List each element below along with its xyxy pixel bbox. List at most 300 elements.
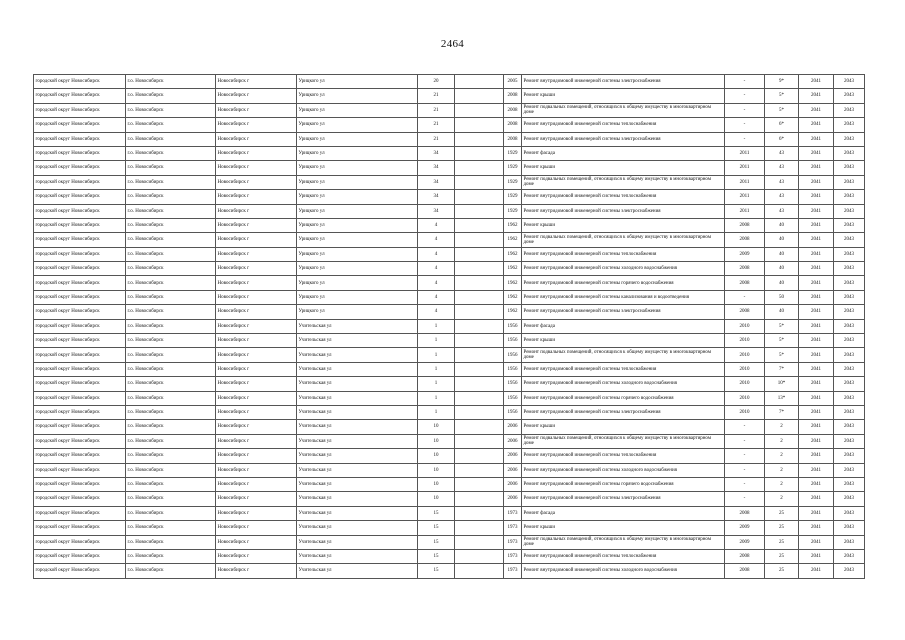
build-year-cell: 1929	[504, 146, 522, 160]
house-number-cell: 21	[418, 89, 455, 103]
district-cell: г.о. Новосибирск	[126, 146, 216, 160]
plan-start-cell: 2041	[799, 492, 834, 506]
district-cell: г.о. Новосибирск	[126, 449, 216, 463]
wear-cell: 5*	[765, 89, 799, 103]
table-row	[34, 305, 865, 319]
work-type-cell: Ремонт фасада	[522, 146, 725, 160]
build-year-cell: 2006	[504, 434, 522, 448]
plan-end-cell: 2043	[834, 89, 865, 103]
settlement-cell: Новосибирск г	[216, 377, 297, 391]
last-repair-year-cell: 2008	[725, 262, 765, 276]
plan-start-cell: 2041	[799, 434, 834, 448]
plan-start-cell: 2041	[799, 449, 834, 463]
build-year-cell: 2006	[504, 420, 522, 434]
plan-start-cell: 2041	[799, 305, 834, 319]
district-cell: г.о. Новосибирск	[126, 334, 216, 348]
work-type-cell: Ремонт внутридомовой инженерной системы электроснабжения	[522, 75, 725, 89]
municipality-cell: городской округ Новосибирск	[34, 103, 126, 117]
house-number-cell: 10	[418, 449, 455, 463]
settlement-cell: Новосибирск г	[216, 549, 297, 563]
street-cell: Учительская ул	[297, 334, 418, 348]
settlement-cell: Новосибирск г	[216, 247, 297, 261]
district-cell: г.о. Новосибирск	[126, 362, 216, 376]
plan-end-cell: 2043	[834, 190, 865, 204]
street-cell: Учительская ул	[297, 449, 418, 463]
plan-end-cell: 2043	[834, 305, 865, 319]
plan-end-cell: 2043	[834, 161, 865, 175]
street-cell: Урицкого ул	[297, 75, 418, 89]
wear-cell: 40	[765, 276, 799, 290]
table-row	[34, 290, 865, 304]
building-cell	[455, 103, 504, 117]
district-cell: г.о. Новосибирск	[126, 377, 216, 391]
plan-end-cell: 2043	[834, 103, 865, 117]
work-type-cell: Ремонт крыши	[522, 334, 725, 348]
work-type-cell: Ремонт подвальных помещений, относящихся к общему имуществу в многоквартирном доме	[522, 348, 725, 362]
municipality-cell: городской округ Новосибирск	[34, 405, 126, 419]
district-cell: г.о. Новосибирск	[126, 75, 216, 89]
build-year-cell: 1973	[504, 564, 522, 578]
settlement-cell: Новосибирск г	[216, 161, 297, 175]
street-cell: Учительская ул	[297, 420, 418, 434]
house-number-cell: 34	[418, 190, 455, 204]
house-number-cell: 10	[418, 463, 455, 477]
work-type-cell: Ремонт крыши	[522, 521, 725, 535]
table-row	[34, 132, 865, 146]
building-cell	[455, 449, 504, 463]
settlement-cell: Новосибирск г	[216, 118, 297, 132]
plan-start-cell: 2041	[799, 405, 834, 419]
municipality-cell: городской округ Новосибирск	[34, 161, 126, 175]
table-row	[34, 362, 865, 376]
building-cell	[455, 132, 504, 146]
plan-end-cell: 2043	[834, 362, 865, 376]
plan-end-cell: 2043	[834, 204, 865, 218]
municipality-cell: городской округ Новосибирск	[34, 89, 126, 103]
last-repair-year-cell: -	[725, 75, 765, 89]
work-type-cell: Ремонт подвальных помещений, относящихся к общему имуществу в многоквартирном доме	[522, 434, 725, 448]
district-cell: г.о. Новосибирск	[126, 190, 216, 204]
build-year-cell: 2006	[504, 492, 522, 506]
table-row	[34, 89, 865, 103]
plan-start-cell: 2041	[799, 348, 834, 362]
municipality-cell: городской округ Новосибирск	[34, 190, 126, 204]
street-cell: Урицкого ул	[297, 218, 418, 232]
plan-start-cell: 2041	[799, 190, 834, 204]
table-row	[34, 535, 865, 549]
last-repair-year-cell: -	[725, 449, 765, 463]
plan-start-cell: 2041	[799, 319, 834, 333]
settlement-cell: Новосибирск г	[216, 146, 297, 160]
district-cell: г.о. Новосибирск	[126, 89, 216, 103]
district-cell: г.о. Новосибирск	[126, 233, 216, 247]
last-repair-year-cell: 2010	[725, 334, 765, 348]
build-year-cell: 1962	[504, 276, 522, 290]
last-repair-year-cell: 2010	[725, 362, 765, 376]
street-cell: Учительская ул	[297, 391, 418, 405]
settlement-cell: Новосибирск г	[216, 564, 297, 578]
settlement-cell: Новосибирск г	[216, 477, 297, 491]
building-cell	[455, 506, 504, 520]
build-year-cell: 2006	[504, 477, 522, 491]
plan-end-cell: 2043	[834, 233, 865, 247]
wear-cell: 6*	[765, 132, 799, 146]
settlement-cell: Новосибирск г	[216, 218, 297, 232]
house-number-cell: 34	[418, 175, 455, 189]
municipality-cell: городской округ Новосибирск	[34, 132, 126, 146]
wear-cell: 40	[765, 262, 799, 276]
last-repair-year-cell: -	[725, 89, 765, 103]
plan-end-cell: 2043	[834, 146, 865, 160]
work-type-cell: Ремонт внутридомовой инженерной системы канализования и водоотведения	[522, 290, 725, 304]
wear-cell: 40	[765, 247, 799, 261]
wear-cell: 40	[765, 218, 799, 232]
municipality-cell: городской округ Новосибирск	[34, 334, 126, 348]
street-cell: Урицкого ул	[297, 233, 418, 247]
district-cell: г.о. Новосибирск	[126, 477, 216, 491]
house-number-cell: 1	[418, 334, 455, 348]
plan-end-cell: 2043	[834, 535, 865, 549]
settlement-cell: Новосибирск г	[216, 492, 297, 506]
build-year-cell: 2006	[504, 463, 522, 477]
district-cell: г.о. Новосибирск	[126, 420, 216, 434]
house-number-cell: 21	[418, 132, 455, 146]
plan-end-cell: 2043	[834, 132, 865, 146]
building-cell	[455, 305, 504, 319]
district-cell: г.о. Новосибирск	[126, 118, 216, 132]
district-cell: г.о. Новосибирск	[126, 132, 216, 146]
wear-cell: 43	[765, 146, 799, 160]
house-number-cell: 4	[418, 305, 455, 319]
plan-end-cell: 2043	[834, 506, 865, 520]
plan-start-cell: 2041	[799, 564, 834, 578]
build-year-cell: 1962	[504, 262, 522, 276]
building-cell	[455, 564, 504, 578]
work-type-cell: Ремонт внутридомовой инженерной системы теплоснабжения	[522, 118, 725, 132]
last-repair-year-cell: 2008	[725, 233, 765, 247]
municipality-cell: городской округ Новосибирск	[34, 75, 126, 89]
table-row	[34, 420, 865, 434]
plan-end-cell: 2043	[834, 391, 865, 405]
wear-cell: 7*	[765, 362, 799, 376]
wear-cell: 5*	[765, 348, 799, 362]
build-year-cell: 1956	[504, 405, 522, 419]
work-type-cell: Ремонт подвальных помещений, относящихся к общему имуществу в многоквартирном доме	[522, 103, 725, 117]
house-number-cell: 1	[418, 377, 455, 391]
last-repair-year-cell: 2010	[725, 377, 765, 391]
table-row	[34, 233, 865, 247]
house-number-cell: 15	[418, 535, 455, 549]
plan-end-cell: 2043	[834, 492, 865, 506]
table-row	[34, 334, 865, 348]
municipality-cell: городской округ Новосибирск	[34, 247, 126, 261]
building-cell	[455, 290, 504, 304]
house-number-cell: 1	[418, 391, 455, 405]
wear-cell: 25	[765, 521, 799, 535]
building-cell	[455, 247, 504, 261]
house-number-cell: 34	[418, 204, 455, 218]
last-repair-year-cell: -	[725, 420, 765, 434]
wear-cell: 6*	[765, 118, 799, 132]
table-row	[34, 391, 865, 405]
last-repair-year-cell: 2010	[725, 405, 765, 419]
plan-start-cell: 2041	[799, 218, 834, 232]
build-year-cell: 1929	[504, 161, 522, 175]
table-row	[34, 449, 865, 463]
plan-start-cell: 2041	[799, 146, 834, 160]
table-row	[34, 564, 865, 578]
work-type-cell: Ремонт внутридомовой инженерной системы электроснабжения	[522, 204, 725, 218]
build-year-cell: 2008	[504, 89, 522, 103]
municipality-cell: городской округ Новосибирск	[34, 434, 126, 448]
wear-cell: 13*	[765, 391, 799, 405]
house-number-cell: 10	[418, 492, 455, 506]
building-cell	[455, 477, 504, 491]
district-cell: г.о. Новосибирск	[126, 305, 216, 319]
plan-end-cell: 2043	[834, 262, 865, 276]
work-type-cell: Ремонт подвальных помещений, относящихся к общему имуществу в многоквартирном доме	[522, 535, 725, 549]
district-cell: г.о. Новосибирск	[126, 319, 216, 333]
district-cell: г.о. Новосибирск	[126, 290, 216, 304]
plan-end-cell: 2043	[834, 521, 865, 535]
district-cell: г.о. Новосибирск	[126, 463, 216, 477]
settlement-cell: Новосибирск г	[216, 405, 297, 419]
plan-end-cell: 2043	[834, 290, 865, 304]
build-year-cell: 1956	[504, 362, 522, 376]
work-type-cell: Ремонт внутридомовой инженерной системы теплоснабжения	[522, 549, 725, 563]
wear-cell: 40	[765, 305, 799, 319]
last-repair-year-cell: 2010	[725, 348, 765, 362]
street-cell: Урицкого ул	[297, 262, 418, 276]
district-cell: г.о. Новосибирск	[126, 391, 216, 405]
build-year-cell: 1962	[504, 218, 522, 232]
build-year-cell: 1962	[504, 305, 522, 319]
district-cell: г.о. Новосибирск	[126, 535, 216, 549]
plan-end-cell: 2043	[834, 477, 865, 491]
building-cell	[455, 535, 504, 549]
wear-cell: 25	[765, 535, 799, 549]
plan-end-cell: 2043	[834, 348, 865, 362]
municipality-cell: городской округ Новосибирск	[34, 305, 126, 319]
plan-end-cell: 2043	[834, 75, 865, 89]
last-repair-year-cell: 2011	[725, 204, 765, 218]
plan-end-cell: 2043	[834, 377, 865, 391]
plan-start-cell: 2041	[799, 535, 834, 549]
street-cell: Учительская ул	[297, 492, 418, 506]
municipality-cell: городской округ Новосибирск	[34, 549, 126, 563]
house-number-cell: 10	[418, 477, 455, 491]
street-cell: Учительская ул	[297, 535, 418, 549]
table-row	[34, 463, 865, 477]
plan-start-cell: 2041	[799, 161, 834, 175]
building-cell	[455, 190, 504, 204]
wear-cell: 9*	[765, 75, 799, 89]
page-number: 2464	[440, 38, 465, 50]
settlement-cell: Новосибирск г	[216, 132, 297, 146]
table-row	[34, 405, 865, 419]
last-repair-year-cell: 2011	[725, 190, 765, 204]
municipality-cell: городской округ Новосибирск	[34, 218, 126, 232]
municipality-cell: городской округ Новосибирск	[34, 276, 126, 290]
house-number-cell: 1	[418, 405, 455, 419]
work-type-cell: Ремонт подвальных помещений, относящихся к общему имуществу в многоквартирном доме	[522, 233, 725, 247]
settlement-cell: Новосибирск г	[216, 434, 297, 448]
plan-end-cell: 2043	[834, 549, 865, 563]
plan-end-cell: 2043	[834, 218, 865, 232]
municipality-cell: городской округ Новосибирск	[34, 420, 126, 434]
plan-end-cell: 2043	[834, 564, 865, 578]
table-row	[34, 146, 865, 160]
building-cell	[455, 218, 504, 232]
plan-end-cell: 2043	[834, 434, 865, 448]
municipality-cell: городской округ Новосибирск	[34, 146, 126, 160]
house-number-cell: 15	[418, 506, 455, 520]
last-repair-year-cell: 2008	[725, 305, 765, 319]
settlement-cell: Новосибирск г	[216, 204, 297, 218]
build-year-cell: 1962	[504, 247, 522, 261]
plan-end-cell: 2043	[834, 118, 865, 132]
build-year-cell: 2008	[504, 118, 522, 132]
build-year-cell: 1962	[504, 233, 522, 247]
work-type-cell: Ремонт внутридомовой инженерной системы электроснабжения	[522, 132, 725, 146]
plan-end-cell: 2043	[834, 319, 865, 333]
plan-start-cell: 2041	[799, 420, 834, 434]
house-number-cell: 1	[418, 362, 455, 376]
last-repair-year-cell: -	[725, 118, 765, 132]
settlement-cell: Новосибирск г	[216, 276, 297, 290]
work-type-cell: Ремонт внутридомовой инженерной системы холодного водоснабжения	[522, 377, 725, 391]
plan-start-cell: 2041	[799, 477, 834, 491]
work-type-cell: Ремонт внутридомовой инженерной системы холодного водоснабжения	[522, 262, 725, 276]
building-cell	[455, 175, 504, 189]
wear-cell: 10*	[765, 377, 799, 391]
plan-start-cell: 2041	[799, 276, 834, 290]
house-number-cell: 4	[418, 262, 455, 276]
build-year-cell: 2006	[504, 449, 522, 463]
wear-cell: 43	[765, 190, 799, 204]
last-repair-year-cell: 2011	[725, 161, 765, 175]
plan-start-cell: 2041	[799, 262, 834, 276]
last-repair-year-cell: 2010	[725, 319, 765, 333]
wear-cell: 2	[765, 463, 799, 477]
wear-cell: 5*	[765, 103, 799, 117]
settlement-cell: Новосибирск г	[216, 334, 297, 348]
district-cell: г.о. Новосибирск	[126, 161, 216, 175]
building-cell	[455, 420, 504, 434]
district-cell: г.о. Новосибирск	[126, 434, 216, 448]
build-year-cell: 1929	[504, 190, 522, 204]
plan-start-cell: 2041	[799, 103, 834, 117]
last-repair-year-cell: 2009	[725, 521, 765, 535]
street-cell: Учительская ул	[297, 506, 418, 520]
plan-start-cell: 2041	[799, 391, 834, 405]
table-row	[34, 161, 865, 175]
house-number-cell: 4	[418, 247, 455, 261]
district-cell: г.о. Новосибирск	[126, 492, 216, 506]
street-cell: Урицкого ул	[297, 276, 418, 290]
street-cell: Урицкого ул	[297, 89, 418, 103]
municipality-cell: городской округ Новосибирск	[34, 362, 126, 376]
district-cell: г.о. Новосибирск	[126, 103, 216, 117]
work-type-cell: Ремонт внутридомовой инженерной системы горячего водоснабжения	[522, 276, 725, 290]
building-cell	[455, 204, 504, 218]
plan-start-cell: 2041	[799, 89, 834, 103]
building-cell	[455, 521, 504, 535]
table-row	[34, 434, 865, 448]
table-row	[34, 492, 865, 506]
plan-start-cell: 2041	[799, 75, 834, 89]
house-number-cell: 34	[418, 161, 455, 175]
last-repair-year-cell: -	[725, 132, 765, 146]
work-type-cell: Ремонт внутридомовой инженерной системы горячего водоснабжения	[522, 391, 725, 405]
last-repair-year-cell: 2008	[725, 506, 765, 520]
plan-start-cell: 2041	[799, 247, 834, 261]
district-cell: г.о. Новосибирск	[126, 247, 216, 261]
settlement-cell: Новосибирск г	[216, 535, 297, 549]
building-cell	[455, 434, 504, 448]
build-year-cell: 1973	[504, 535, 522, 549]
plan-start-cell: 2041	[799, 334, 834, 348]
wear-cell: 2	[765, 492, 799, 506]
work-type-cell: Ремонт внутридомовой инженерной системы теплоснабжения	[522, 362, 725, 376]
settlement-cell: Новосибирск г	[216, 175, 297, 189]
plan-start-cell: 2041	[799, 377, 834, 391]
settlement-cell: Новосибирск г	[216, 290, 297, 304]
building-cell	[455, 362, 504, 376]
building-cell	[455, 463, 504, 477]
district-cell: г.о. Новосибирск	[126, 218, 216, 232]
build-year-cell: 1956	[504, 377, 522, 391]
municipality-cell: городской округ Новосибирск	[34, 449, 126, 463]
last-repair-year-cell: 2009	[725, 535, 765, 549]
table-row	[34, 190, 865, 204]
municipality-cell: городской округ Новосибирск	[34, 348, 126, 362]
house-number-cell: 1	[418, 319, 455, 333]
street-cell: Учительская ул	[297, 463, 418, 477]
building-cell	[455, 549, 504, 563]
plan-start-cell: 2041	[799, 521, 834, 535]
build-year-cell: 2008	[504, 103, 522, 117]
wear-cell: 5*	[765, 334, 799, 348]
street-cell: Учительская ул	[297, 405, 418, 419]
last-repair-year-cell: -	[725, 477, 765, 491]
last-repair-year-cell: 2011	[725, 146, 765, 160]
municipality-cell: городской округ Новосибирск	[34, 521, 126, 535]
last-repair-year-cell: 2008	[725, 218, 765, 232]
building-cell	[455, 319, 504, 333]
table-row	[34, 319, 865, 333]
street-cell: Урицкого ул	[297, 175, 418, 189]
settlement-cell: Новосибирск г	[216, 319, 297, 333]
settlement-cell: Новосибирск г	[216, 420, 297, 434]
house-number-cell: 15	[418, 549, 455, 563]
settlement-cell: Новосибирск г	[216, 362, 297, 376]
wear-cell: 2	[765, 420, 799, 434]
district-cell: г.о. Новосибирск	[126, 175, 216, 189]
street-cell: Учительская ул	[297, 521, 418, 535]
municipality-cell: городской округ Новосибирск	[34, 319, 126, 333]
municipality-cell: городской округ Новосибирск	[34, 477, 126, 491]
municipality-cell: городской округ Новосибирск	[34, 506, 126, 520]
building-cell	[455, 89, 504, 103]
district-cell: г.о. Новосибирск	[126, 348, 216, 362]
street-cell: Урицкого ул	[297, 204, 418, 218]
wear-cell: 43	[765, 161, 799, 175]
street-cell: Учительская ул	[297, 319, 418, 333]
district-cell: г.о. Новосибирск	[126, 276, 216, 290]
wear-cell: 7*	[765, 405, 799, 419]
table-row	[34, 218, 865, 232]
